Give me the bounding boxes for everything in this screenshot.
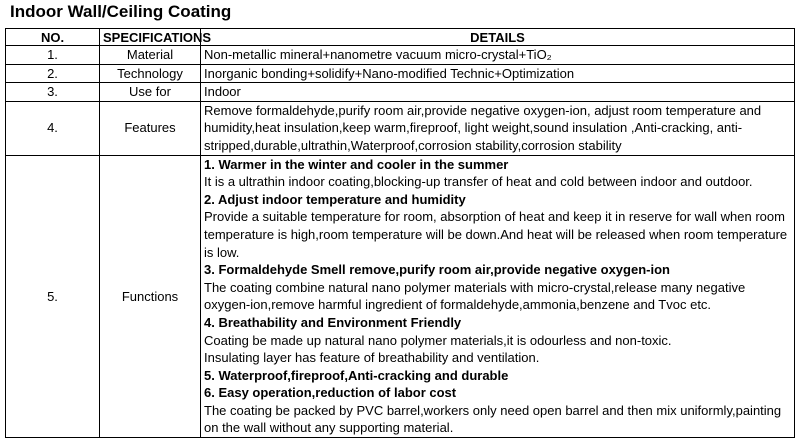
spec-name: Technology <box>100 64 201 83</box>
function-heading: 1. Warmer in the winter and cooler in the summer <box>204 156 509 172</box>
table-header-row <box>6 29 795 46</box>
row-number: 4. <box>6 101 100 155</box>
spec-table <box>5 28 795 438</box>
function-text: The coating be packed by PVC barrel,workers only need open barrel and then mix uniformly,painting on the wall without any supporting material. <box>204 402 782 436</box>
table-row <box>6 46 795 65</box>
spec-name: Functions <box>100 155 201 438</box>
function-text: It is a ultrathin indoor coating,blocking-up transfer of heat and cold between indoor and outdoor. <box>204 174 753 190</box>
function-heading: 5. Waterproof,fireproof,Anti-cracking and durable <box>204 367 509 383</box>
header-no: NO. <box>6 29 100 46</box>
page-title: Indoor Wall/Ceiling Coating <box>10 2 232 21</box>
function-heading: 2. Adjust indoor temperature and humidity <box>204 191 466 207</box>
table-row <box>6 83 795 102</box>
header-details: DETAILS <box>201 29 795 46</box>
function-text: Provide a suitable temperature for room, absorption of heat and keep it in reserve for wall when room temperature is high,room temperature will be down.And heat will be released when room temperature is low. <box>204 209 788 260</box>
row-number: 2. <box>6 64 100 83</box>
spec-name: Use for <box>100 83 201 102</box>
spec-name: Material <box>100 46 201 65</box>
row-number: 5. <box>6 155 100 438</box>
row-number: 1. <box>6 46 100 65</box>
spec-detail: Non-metallic mineral+nanometre vacuum micro-crystal+TiO₂ <box>201 46 795 65</box>
header-specifications: SPECIFICATIONS <box>100 29 201 46</box>
function-heading: 3. Formaldehyde Smell remove,purify room air,provide negative oxygen-ion <box>204 262 670 278</box>
function-heading: 6. Easy operation,reduction of labor cost <box>204 385 457 401</box>
function-text: Coating be made up natural nano polymer materials,it is odourless and non-toxic. <box>204 332 672 348</box>
table-row <box>6 101 795 155</box>
table-row <box>6 64 795 83</box>
spec-detail: Indoor <box>201 83 795 102</box>
spec-detail: Inorganic bonding+solidify+Nano-modified Technic+Optimization <box>201 64 795 83</box>
spec-name: Features <box>100 101 201 155</box>
function-text: Insulating layer has feature of breathability and ventilation. <box>204 350 540 366</box>
function-heading: 4. Breathability and Environment Friendly <box>204 314 462 330</box>
table-row-functions <box>6 155 795 438</box>
spec-detail: Remove formaldehyde,purify room air,provide negative oxygen-ion, adjust room temperature and humidity,heat insulation,keep warm,fireproof, light weight,sound insulation ,Anti-cracking, anti-stripped,durable,ultrathin,Waterproof,corrosion stability,corrosion stability <box>201 101 795 155</box>
function-text: The coating combine natural nano polymer materials with micro-crystal,release many negative oxygen-ion,remove harmful ingredient of formaldehyde,ammonia,benzene and Tvoc etc. <box>204 279 746 313</box>
row-number: 3. <box>6 83 100 102</box>
functions-detail <box>201 155 795 438</box>
